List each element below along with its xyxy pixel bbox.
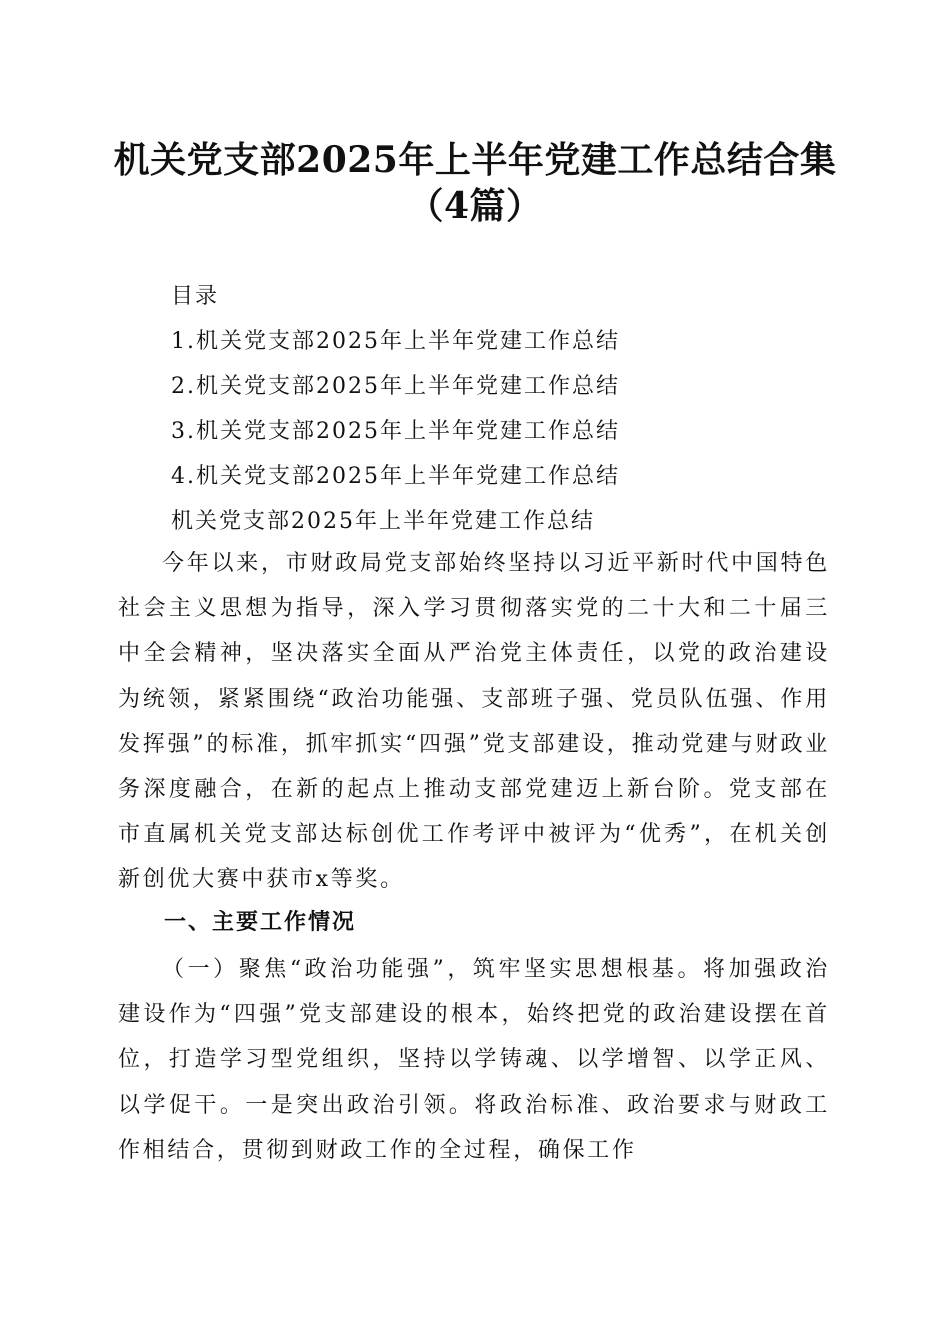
document-title-line2: （4篇） <box>407 185 543 227</box>
toc-item-1: 1.机关党支部2025年上半年党建工作总结 <box>171 329 620 354</box>
section-heading: 一、主要工作情况 <box>164 910 357 935</box>
toc-heading: 目录 <box>171 284 220 309</box>
toc-item-3: 3.机关党支部2025年上半年党建工作总结 <box>171 419 620 444</box>
toc-item-4: 4.机关党支部2025年上半年党建工作总结 <box>171 464 620 489</box>
intro-paragraph: 今年以来，市财政局党支部始终坚持以习近平新时代中国特色社会主义思想为指导，深入学习贯彻落实党的二十大和二十届三中全会精神，坚决落实全面从严治党主体责任，以党的政治建设为统领，紧紧围绕“政治功能强、支部班子强、党员队伍强、作用发挥强”的标准，抓牢抓实“四强”党支部建设，推动党建与财政业务深度融合，在新的起点上推动支部党建迈上新台阶。党支部在市直属机关党支部达标创优工作考评中被评为“优秀”，在机关创新创优大赛中获市x等奖。 <box>118 551 830 893</box>
toc-item-2: 2.机关党支部2025年上半年党建工作总结 <box>171 374 620 399</box>
section-paragraph: （一）聚焦“政治功能强”，筑牢坚实思想根基。将加强政治建设作为“四强”党支部建设的根本，始终把党的政治建设摆在首位，打造学习型党组织，坚持以学铸魂、以学增智、以学正风、以学促干。一是突出政治引领。将政治标准、政治要求与财政工作相结合，贯彻到财政工作的全过程，确保工作 <box>118 957 830 1163</box>
article-title: 机关党支部2025年上半年党建工作总结 <box>171 509 595 534</box>
document-title-line1: 机关党支部2025年上半年党建工作总结合集 <box>113 139 837 181</box>
